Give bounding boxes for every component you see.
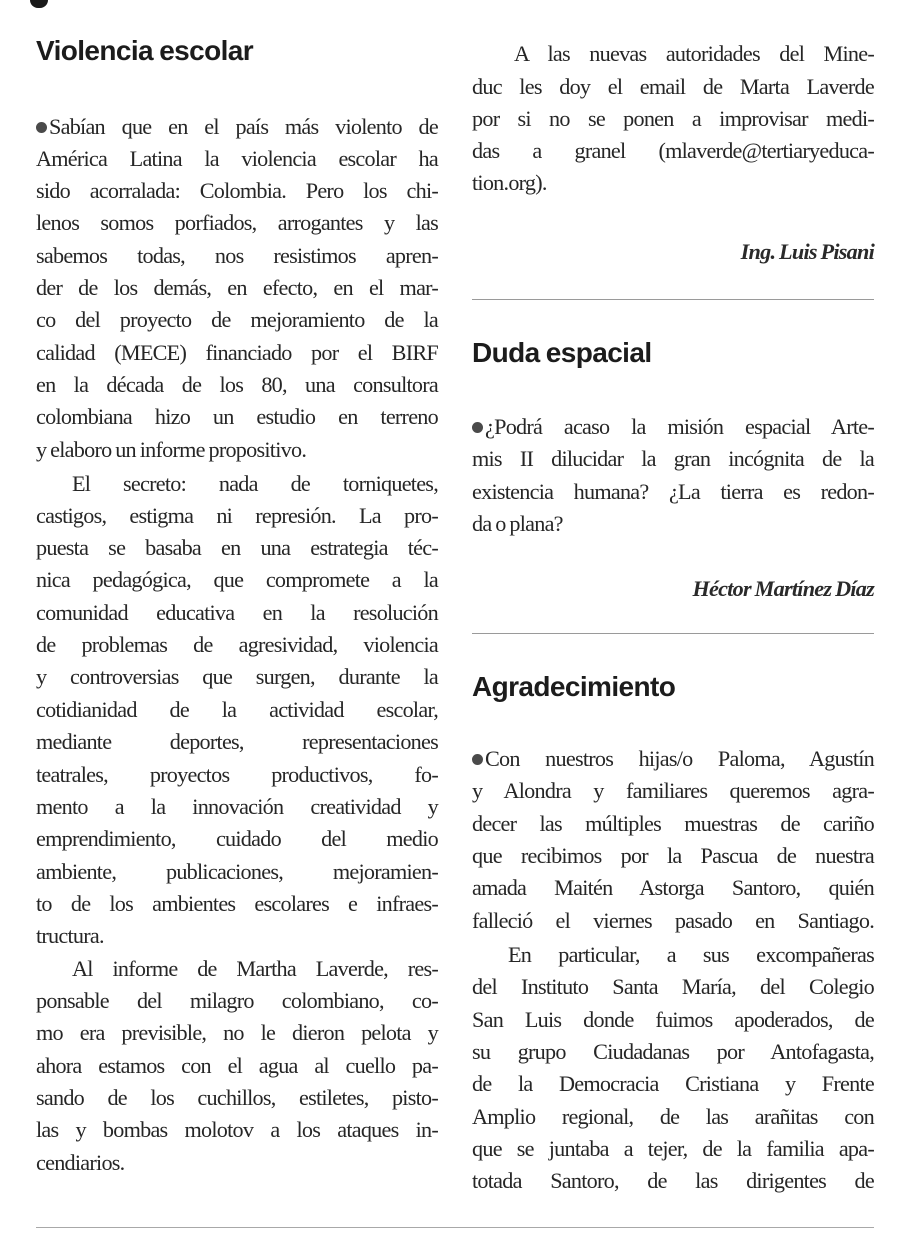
text-line: San Luis donde fuimos apoderados, de xyxy=(472,1007,874,1032)
text-line: En particular, a sus excompañeras xyxy=(508,942,874,967)
text-line: nica pedagógica, que compromete a la xyxy=(36,567,438,592)
text-line: que se juntaba a tejer, de la familia apa- xyxy=(472,1136,874,1161)
section-divider xyxy=(472,299,874,300)
text-line: que recibimos por la Pascua de nuestra xyxy=(472,843,874,868)
bullet-icon xyxy=(472,754,483,765)
text-line: falleció el viernes pasado en Santiago. xyxy=(472,908,874,933)
text-line: ahora estamos con el agua al cuello pa- xyxy=(36,1053,438,1078)
text-line: castigos, estigma ni represión. La pro- xyxy=(36,503,438,528)
text-line: totada Santoro, de las dirigentes de xyxy=(472,1168,874,1193)
text-line: ponsable del milagro colombiano, co- xyxy=(36,988,438,1013)
text-line: y elaboro un informe propositivo. xyxy=(36,437,307,462)
text-line: puesta se basaba en una estrategia téc- xyxy=(36,535,438,560)
text-line: das a granel (mlaverde@tertiaryeduca- xyxy=(472,138,874,163)
text-line: cotidianidad de la actividad escolar, xyxy=(36,697,438,722)
text-line: de la Democracia Cristiana y Frente xyxy=(472,1071,874,1096)
text-line: amada Maitén Astorga Santoro, quién xyxy=(472,875,874,900)
text-line: en la década de los 80, una consultora xyxy=(36,372,438,397)
bullet-icon xyxy=(472,422,483,433)
text-line: decer las múltiples muestras de cariño xyxy=(472,811,874,836)
text-line: teatrales, proyectos productivos, fo- xyxy=(36,762,438,787)
text-line: sando de los cuchillos, estiletes, pisto- xyxy=(36,1085,438,1110)
text-line: y controversias que surgen, durante la xyxy=(36,664,438,689)
text-line: der de los demás, en efecto, en el mar- xyxy=(36,275,438,300)
text-line: tructura. xyxy=(36,923,104,948)
text-line: duc les doy el email de Marta Laverde xyxy=(472,74,874,99)
text-line: Al informe de Martha Laverde, res- xyxy=(72,956,438,981)
text-line: América Latina la violencia escolar ha xyxy=(36,146,438,171)
text-line: emprendimiento, cuidado del medio xyxy=(36,826,438,851)
text-line: Sabían que en el país más violento de xyxy=(36,111,438,144)
text-line: cendiarios. xyxy=(36,1150,125,1175)
text-line: mo era previsible, no le dieron pelota y xyxy=(36,1020,438,1045)
text-line: por si no se ponen a improvisar medi- xyxy=(472,106,874,131)
text-line: El secreto: nada de torniquetes, xyxy=(72,471,438,496)
text-line: mento a la innovación creatividad y xyxy=(36,794,438,819)
bullet-icon xyxy=(36,122,47,133)
text-line: mediante deportes, representaciones xyxy=(36,729,438,754)
text-line: mis II dilucidar la gran incógnita de la xyxy=(472,446,874,471)
text-line: sido acorralada: Colombia. Pero los chi- xyxy=(36,178,438,203)
text-line: ambiente, publicaciones, mejoramien- xyxy=(36,859,438,884)
text-line: da o plana? xyxy=(472,511,563,536)
page-bottom-rule xyxy=(36,1227,874,1228)
text-line: y Alondra y familiares queremos agra- xyxy=(472,778,874,803)
text-line: lenos somos porfiados, arrogantes y las xyxy=(36,210,438,235)
text-line: de problemas de agresividad, violencia xyxy=(36,632,438,657)
text-line: colombiana hizo un estudio en terreno xyxy=(36,404,438,429)
text-line: ¿Podrá acaso la misión espacial Arte- xyxy=(472,411,874,444)
page-edge-mark xyxy=(30,0,48,8)
text-line: calidad (MECE) financiado por el BIRF xyxy=(36,340,438,365)
heading-violencia-escolar: Violencia escolar xyxy=(36,35,254,66)
text-line: Con nuestros hijas/o Paloma, Agustín xyxy=(472,743,874,776)
text-line: Amplio regional, de las arañitas con xyxy=(472,1104,874,1129)
text-line: del Instituto Santa María, del Colegio xyxy=(472,974,874,999)
text-line: existencia humana? ¿La tierra es redon- xyxy=(472,479,874,504)
text-line: sabemos todas, nos resistimos apren- xyxy=(36,243,438,268)
text-line: su grupo Ciudadanas por Antofagasta, xyxy=(472,1039,874,1064)
heading-agradecimiento: Agradecimiento xyxy=(472,671,676,702)
signature-luis-pisani: Ing. Luis Pisani xyxy=(740,239,874,264)
text-line: comunidad educativa en la resolución xyxy=(36,600,438,625)
text-line: to de los ambientes escolares e infraes- xyxy=(36,891,438,916)
text-line: A las nuevas autoridades del Mine- xyxy=(514,41,874,66)
text-line: tion.org). xyxy=(472,170,547,195)
text-line: las y bombas molotov a los ataques in- xyxy=(36,1117,438,1142)
section-divider xyxy=(472,633,874,634)
heading-duda-espacial: Duda espacial xyxy=(472,337,652,368)
text-line: co del proyecto de mejoramiento de la xyxy=(36,307,438,332)
signature-hector-martinez: Héctor Martínez Díaz xyxy=(692,576,874,601)
